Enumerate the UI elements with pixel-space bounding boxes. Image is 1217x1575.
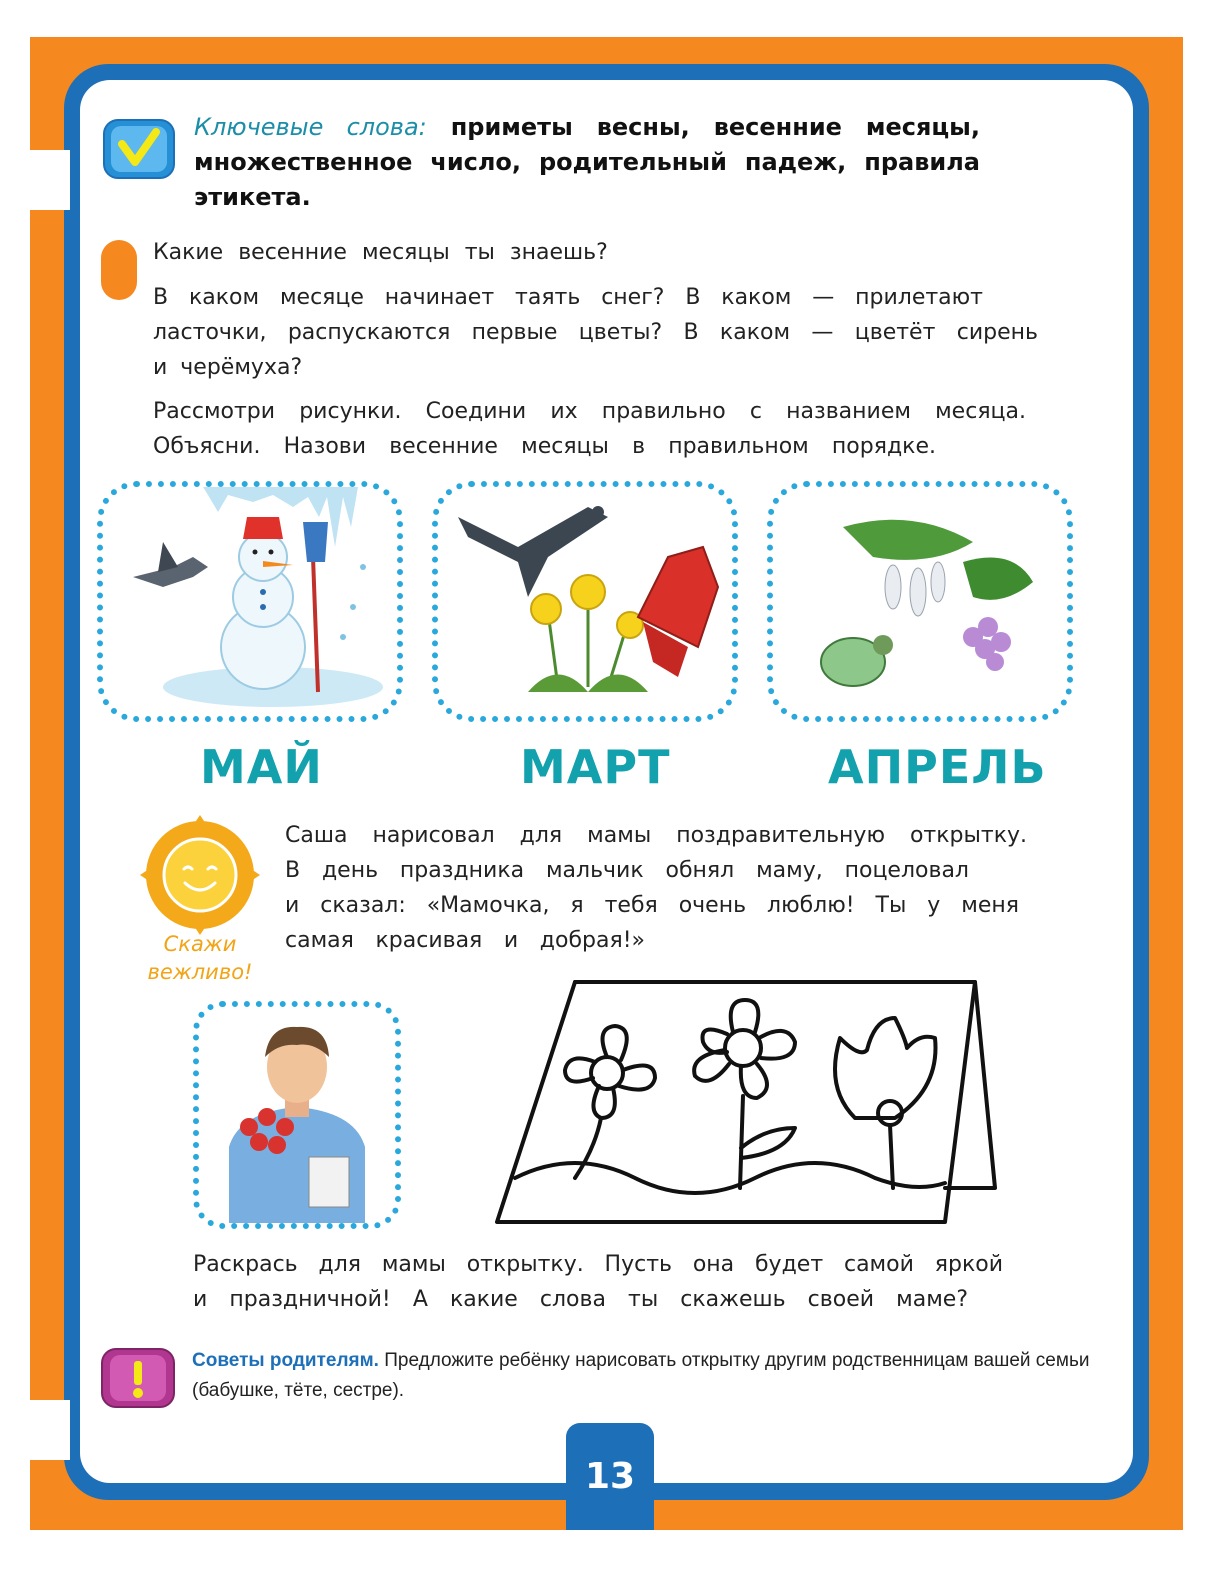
page-number: 13 — [566, 1423, 654, 1530]
sun-smile-icon — [140, 815, 260, 935]
question-line: ласточки, распускаются первые цветы? В каком — цветёт сирень — [153, 320, 1038, 345]
month-label: МАЙ — [200, 740, 323, 794]
keywords-label: Ключевые слова: — [194, 113, 427, 141]
polite-label — [140, 930, 260, 986]
picture-frame-boy[interactable] — [193, 1001, 401, 1229]
question-months: Какие весенние месяцы ты знаешь? — [153, 240, 608, 265]
instruction-line: Объясни. Назови весенние месяцы в правильном порядке. — [153, 434, 936, 459]
picture-frame-swallow[interactable] — [432, 481, 738, 722]
border-notch — [30, 150, 70, 210]
story-line: Саша нарисовал для мамы поздравительную открытку. — [285, 823, 1027, 848]
section-marker — [101, 240, 137, 300]
boy-with-flowers-illustration — [199, 1007, 395, 1223]
parents-tips — [192, 1346, 1107, 1406]
month-label: АПРЕЛЬ — [828, 740, 1047, 794]
polite-label-line: Скажи — [163, 932, 237, 956]
greeting-card-outline — [495, 978, 1000, 1225]
instruction-line: Рассмотри рисунки. Соедини их правильно с названием месяца. — [153, 399, 1026, 424]
tips-title: Советы родителям. — [192, 1350, 379, 1371]
keywords-text: приметы весны, весенние месяцы, множественное число, родительный падеж, правила этикета. — [194, 113, 981, 211]
coloring-task-line: Раскрась для мамы открытку. Пусть она будет самой яркой — [193, 1252, 1003, 1277]
polite-label-line: вежливо! — [147, 960, 253, 984]
picture-frame-lilac[interactable] — [767, 481, 1073, 722]
checkmark-icon — [102, 118, 176, 180]
story-line: и сказал: «Мамочка, я тебя очень люблю! Ты у меня — [285, 893, 1019, 918]
keywords-block — [194, 110, 980, 215]
month-label: МАРТ — [520, 740, 671, 794]
snowman-illustration — [103, 487, 397, 716]
story-line: В день праздника мальчик обнял маму, поцеловал — [285, 858, 969, 883]
coloring-task-line: и праздничной! А какие слова ты скажешь своей маме? — [193, 1287, 968, 1312]
question-line: и черёмуха? — [153, 355, 303, 380]
tips-text: Предложите ребёнку нарисовать открытку другим родственницам вашей семьи (бабушке, тёте, сестре). — [192, 1350, 1090, 1401]
question-line: В каком месяце начинает таять снег? В каком — прилетают — [153, 285, 983, 310]
swallow-butterfly-illustration — [438, 487, 732, 716]
exclamation-icon — [100, 1347, 176, 1409]
story-line: самая красивая и добрая!» — [285, 928, 645, 953]
lilac-beetle-illustration — [773, 487, 1067, 716]
border-notch — [30, 1400, 70, 1460]
picture-frame-snowman[interactable] — [97, 481, 403, 722]
